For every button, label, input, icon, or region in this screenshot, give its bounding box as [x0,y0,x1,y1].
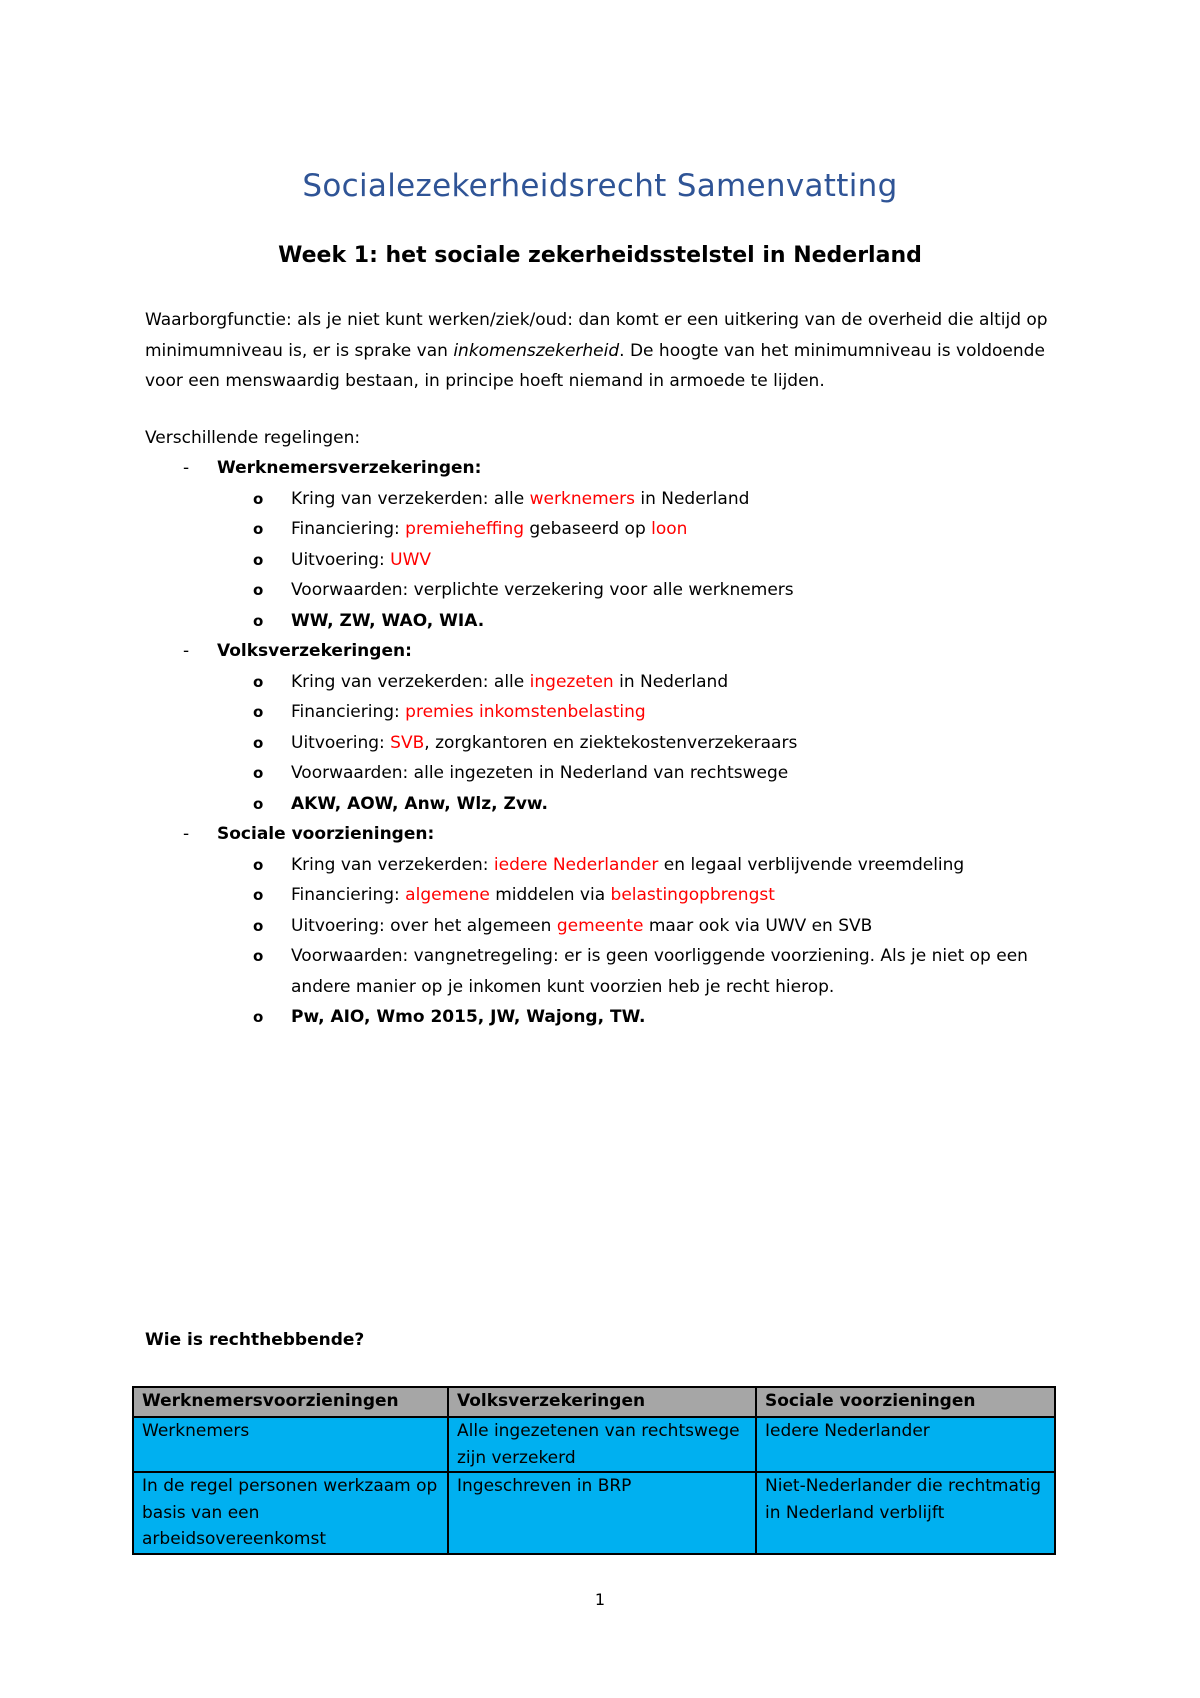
item-text: in Nederland [613,671,729,692]
list-item [145,728,1075,759]
highlight-text: gemeente [556,915,644,936]
item-text: Pw, AIO, Wmo 2015, JW, Wajong, TW. [291,1007,646,1027]
item-text: Uitvoering: [291,732,391,753]
highlight-text: premies inkomstenbelasting [405,702,646,722]
item-text: in Nederland [634,488,750,509]
bullet-marker: o [253,489,264,508]
intro-text-1: Waarborgfunctie: als je niet kunt werken/ziek/oud: dan komt er een uitkering van de overheid die altijd op minimumniveau is, er is sprake van [145,310,1048,361]
item-text: Financiering: [291,702,406,722]
item-text: Uitvoering: [291,549,391,570]
dash-marker: - [183,641,190,661]
table-cell: Niet-Nederlander die rechtmatig in Nederland verblijft [756,1472,1055,1554]
highlight-text: ingezeten [529,671,614,692]
intro-emphasis: inkomenszekerheid [453,340,620,361]
highlight-text: loon [651,519,688,539]
highlight-text: UWV [390,549,432,570]
list-item [145,911,1075,942]
document-title: Socialezekerheidsrecht Samenvatting [302,168,898,204]
table-cell: Ingeschreven in BRP [448,1472,756,1554]
bullet-marker: o [253,764,264,782]
list-item [145,697,1075,728]
bullet-marker: o [253,703,264,721]
item-text: , zorgkantoren en ziektekostenverzekeraars [424,732,798,753]
highlight-text: premieheffing [405,519,525,539]
highlight-text: belastingopbrengst [610,885,775,905]
item-text: gebaseerd op [524,519,652,539]
column-header: Volksverzekeringen [448,1387,756,1417]
table-heading: Wie is rechthebbende? [145,1330,365,1350]
item-text: en legaal verblijvende vreemdeling [658,854,965,875]
item-text: Uitvoering: over het algemeen [291,915,557,936]
bullet-marker: o [253,550,264,569]
table-row [133,1472,1055,1554]
item-text: Kring van verzekerden: alle [291,488,530,509]
table-header-row [133,1387,1055,1417]
bullet-marker: o [253,947,264,965]
table-cell: Werknemers [133,1417,448,1472]
bullet-marker: o [253,855,264,874]
item-text: AKW, AOW, Anw, Wlz, Zvw. [291,793,549,814]
table-row [133,1417,1055,1472]
bullet-marker: o [253,581,264,599]
list-item [145,484,1075,515]
item-text: Kring van verzekerden: [291,854,494,875]
list-item [145,789,1075,820]
item-text: Financiering: [291,885,406,905]
rechthebbende-table [132,1386,1056,1555]
list-item [145,667,1075,698]
list-item [145,758,1075,789]
item-text: Financiering: [291,519,406,539]
item-text: maar ook via UWV en SVB [643,915,873,936]
item-text: Voorwaarden: vangnetregeling: er is geen voorliggende voorziening. Als je niet op een andere manier op je inkomen kunt voorzien heb je recht hierop. [291,946,1028,997]
highlight-text: SVB [390,732,425,753]
bullet-marker: o [253,916,264,935]
highlight-text: werknemers [529,488,635,509]
item-text: Kring van verzekerden: alle [291,671,530,692]
bullet-marker: o [253,794,264,813]
bullet-marker: o [253,733,264,752]
highlight-text: iedere Nederlander [493,854,659,875]
bullet-marker: o [253,1008,264,1026]
category-werknemersverzekeringen [145,453,1075,484]
intro-paragraph [145,305,1075,397]
list-item [145,850,1075,881]
list-item [145,606,1075,637]
list-item [145,941,1075,1002]
regelingen-label: Verschillende regelingen: [145,428,361,448]
item-text: Voorwaarden: verplichte verzekering voor alle werknemers [291,580,794,600]
list-item [145,1002,1075,1033]
dash-marker: - [183,458,190,478]
category-sociale-voorzieningen [145,819,1075,850]
category-title: Volksverzekeringen: [217,641,412,661]
bullet-marker: o [253,672,264,691]
week-heading: Week 1: het sociale zekerheidsstelstel in Nederland [278,243,922,268]
column-header: Werknemersvoorzieningen [133,1387,448,1417]
column-header: Sociale voorzieningen [756,1387,1055,1417]
intro-text-2: . De hoogte van het minimumniveau is voldoende voor een menswaardig bestaan, in principe hoeft niemand in armoede te lijden. [145,340,1045,391]
item-text: middelen via [489,885,611,905]
list-item [145,514,1075,545]
highlight-text: algemene [405,885,490,905]
category-title: Werknemersverzekeringen: [217,458,482,478]
bullet-marker: o [253,520,264,538]
table-cell: Alle ingezetenen van rechtswege zijn verzekerd [448,1417,756,1472]
table-cell: Iedere Nederlander [756,1417,1055,1472]
list-item [145,545,1075,576]
bullet-marker: o [253,611,264,630]
dash-marker: - [183,824,190,844]
item-text: WW, ZW, WAO, WIA. [291,610,485,631]
list-item [145,575,1075,606]
item-text: Voorwaarden: alle ingezeten in Nederland van rechtswege [291,763,789,783]
regelingen-outline [145,453,1075,1033]
table-cell: In de regel personen werkzaam op basis van een arbeidsovereenkomst [133,1472,448,1554]
list-item [145,880,1075,911]
category-title: Sociale voorzieningen: [217,824,435,844]
bullet-marker: o [253,886,264,904]
page-number: 1 [594,1590,606,1609]
category-volksverzekeringen [145,636,1075,667]
